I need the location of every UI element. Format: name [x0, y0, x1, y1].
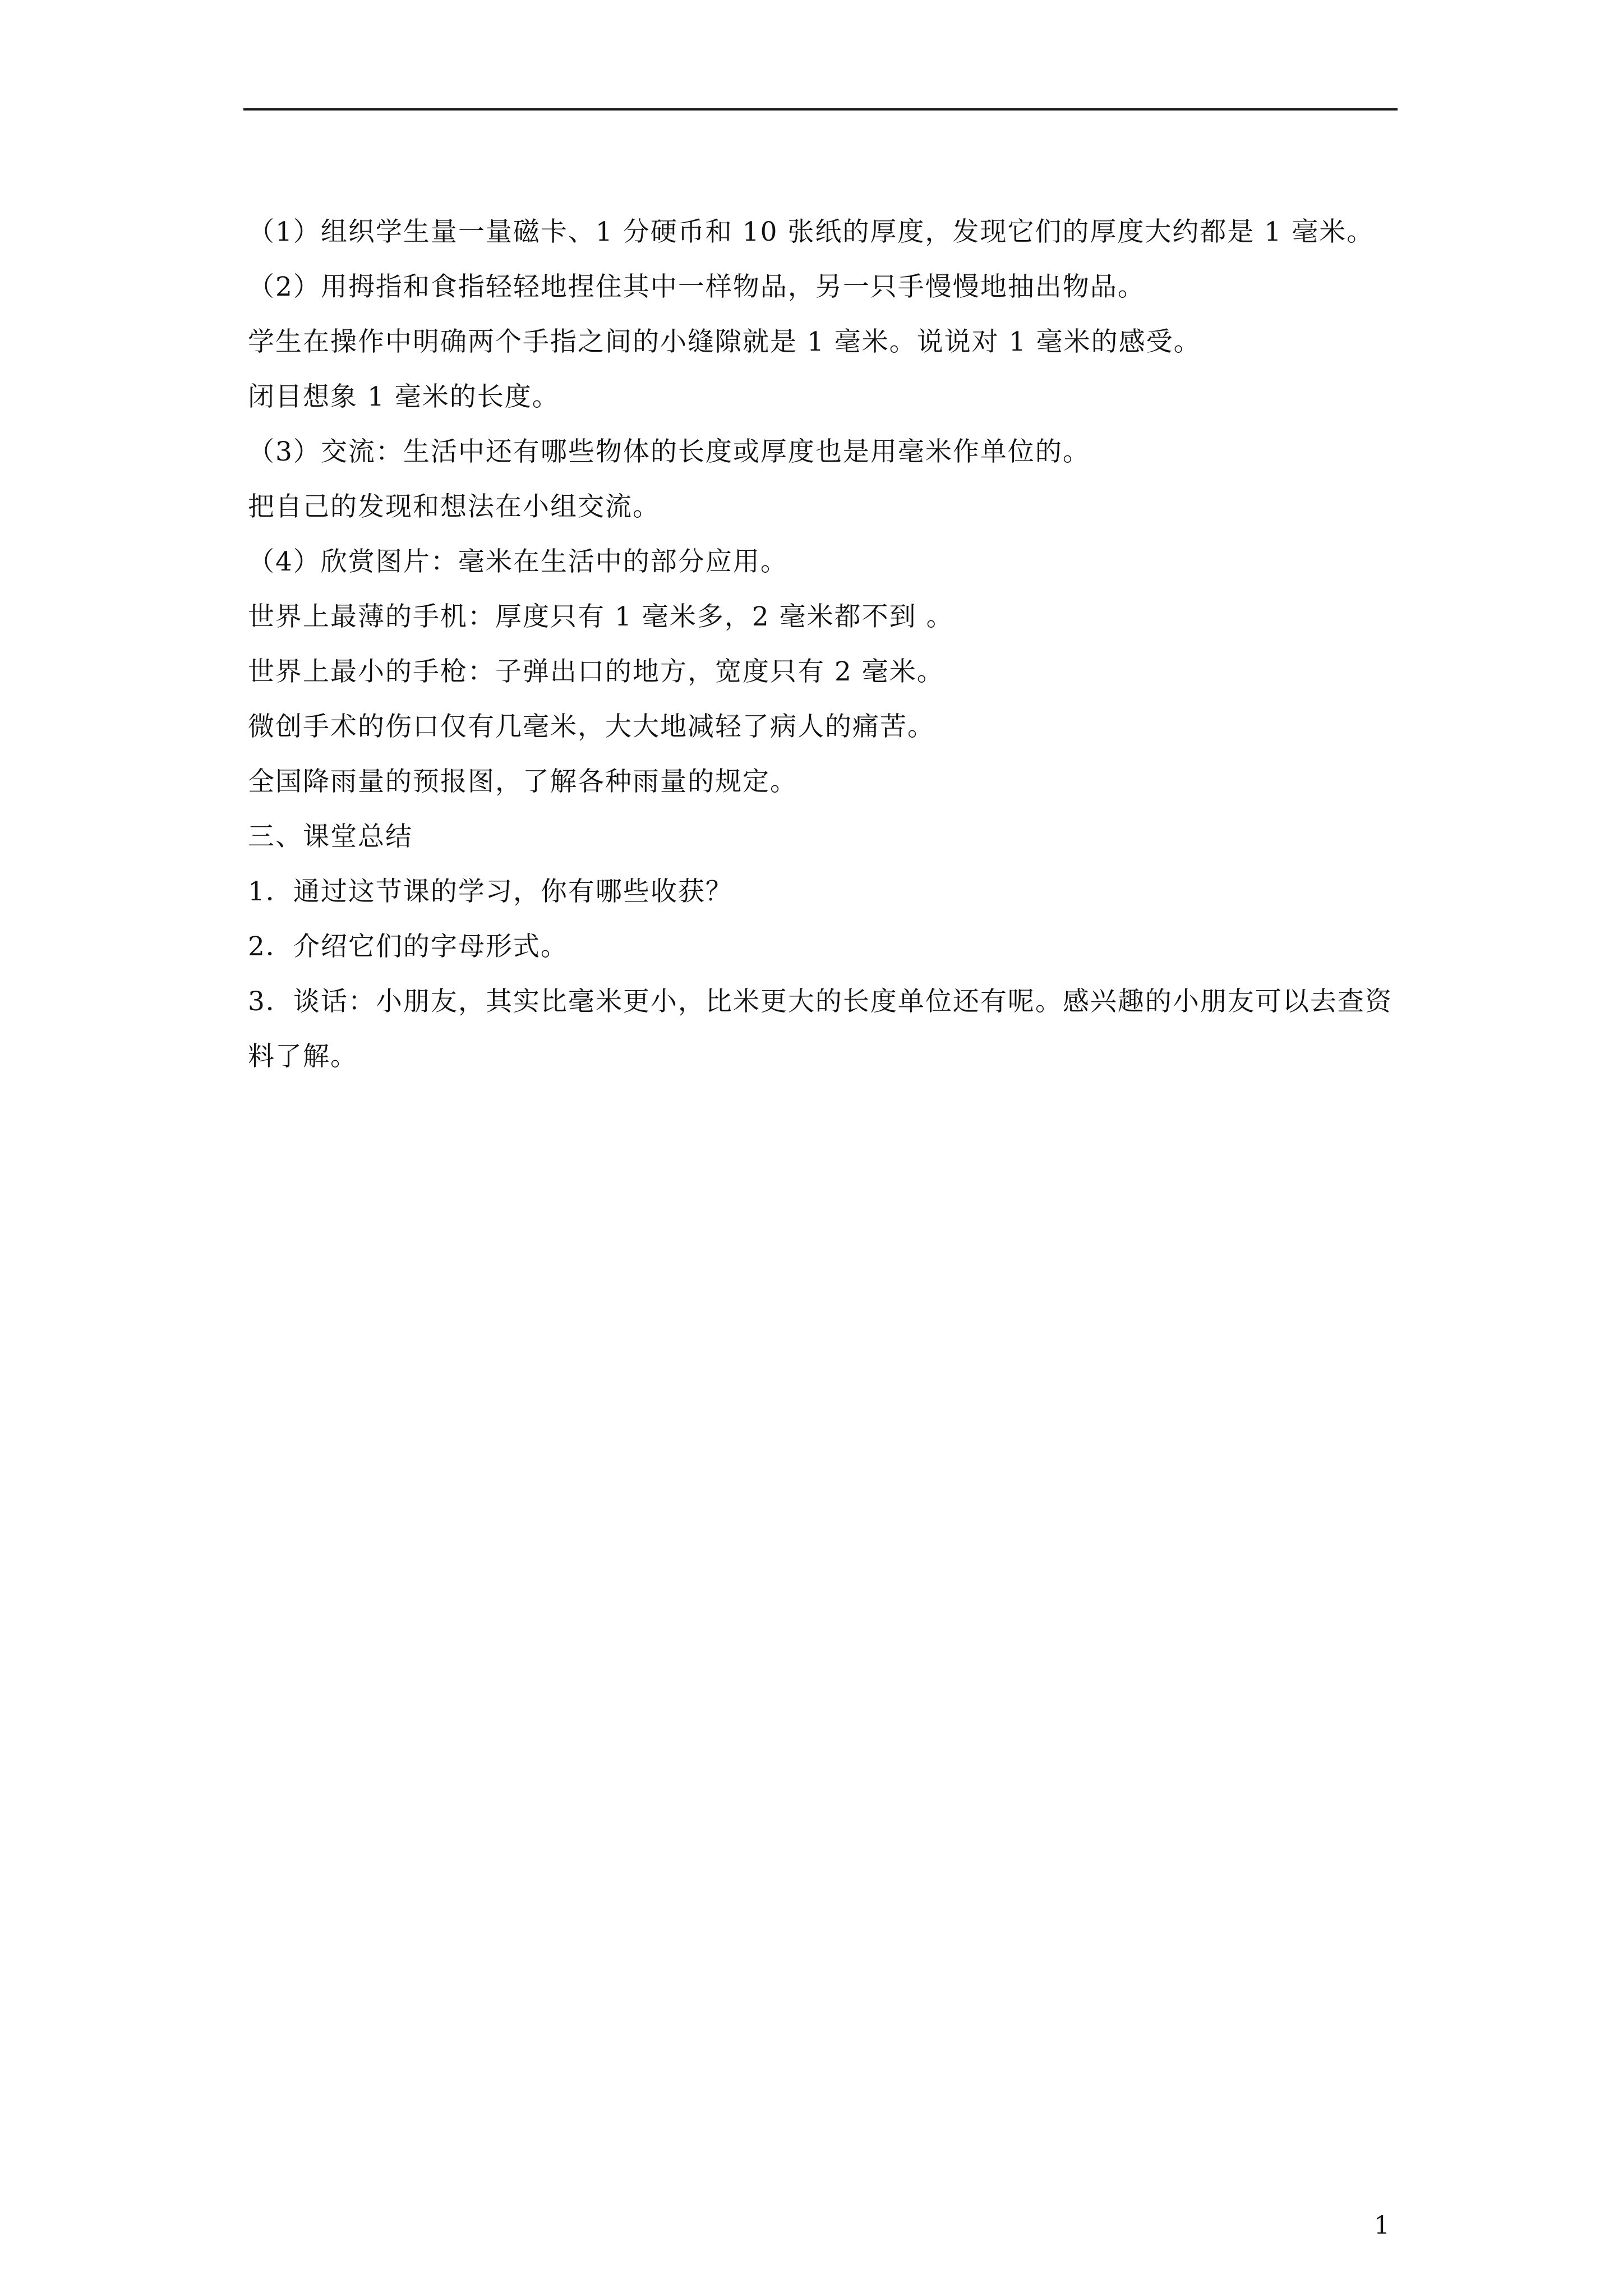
section-heading-summary: 三、课堂总结	[248, 821, 413, 852]
page-number: 1	[1374, 2211, 1390, 2240]
header-rule	[243, 108, 1398, 111]
paragraph-measure-thickness: （1）组织学生量一量磁卡、1 分硬币和 10 张纸的厚度，发现它们的厚度大约都是 1 毫米。	[248, 217, 1375, 247]
paragraph-finger-gap: 学生在操作中明确两个手指之间的小缝隙就是 1 毫米。说说对 1 毫米的感受。	[248, 326, 1201, 357]
paragraph-smallest-gun: 世界上最小的手枪：子弹出口的地方，宽度只有 2 毫米。	[248, 656, 944, 687]
document-body	[248, 205, 1399, 1084]
paragraph-group-share: 把自己的发现和想法在小组交流。	[248, 491, 660, 522]
paragraph-discussion: （3）交流：生活中还有哪些物体的长度或厚度也是用毫米作单位的。	[248, 436, 1090, 467]
paragraph-rainfall-map: 全国降雨量的预报图，了解各种雨量的规定。	[248, 766, 797, 797]
list-item-letter-form: 2．介绍它们的字母形式。	[248, 931, 568, 962]
list-item-talk: 3．谈话：小朋友，其实比毫米更小，比米更大的长度单位还有呢。感兴趣的小朋友可以去查资料了解。	[248, 986, 1393, 1072]
paragraph-pinch-object: （2）用拇指和食指轻轻地捏住其中一样物品，另一只手慢慢地抽出物品。	[248, 272, 1145, 302]
list-item-gains: 1．通过这节课的学习，你有哪些收获？	[248, 876, 733, 907]
paragraph-thinnest-phone: 世界上最薄的手机：厚度只有 1 毫米多，2 毫米都不到 。	[248, 601, 954, 632]
paragraph-minimally-invasive-surgery: 微创手术的伤口仅有几毫米，大大地减轻了病人的痛苦。	[248, 711, 935, 742]
paragraph-imagine-length: 闭目想象 1 毫米的长度。	[248, 381, 560, 412]
paragraph-appreciate-pictures: （4）欣赏图片：毫米在生活中的部分应用。	[248, 546, 788, 577]
